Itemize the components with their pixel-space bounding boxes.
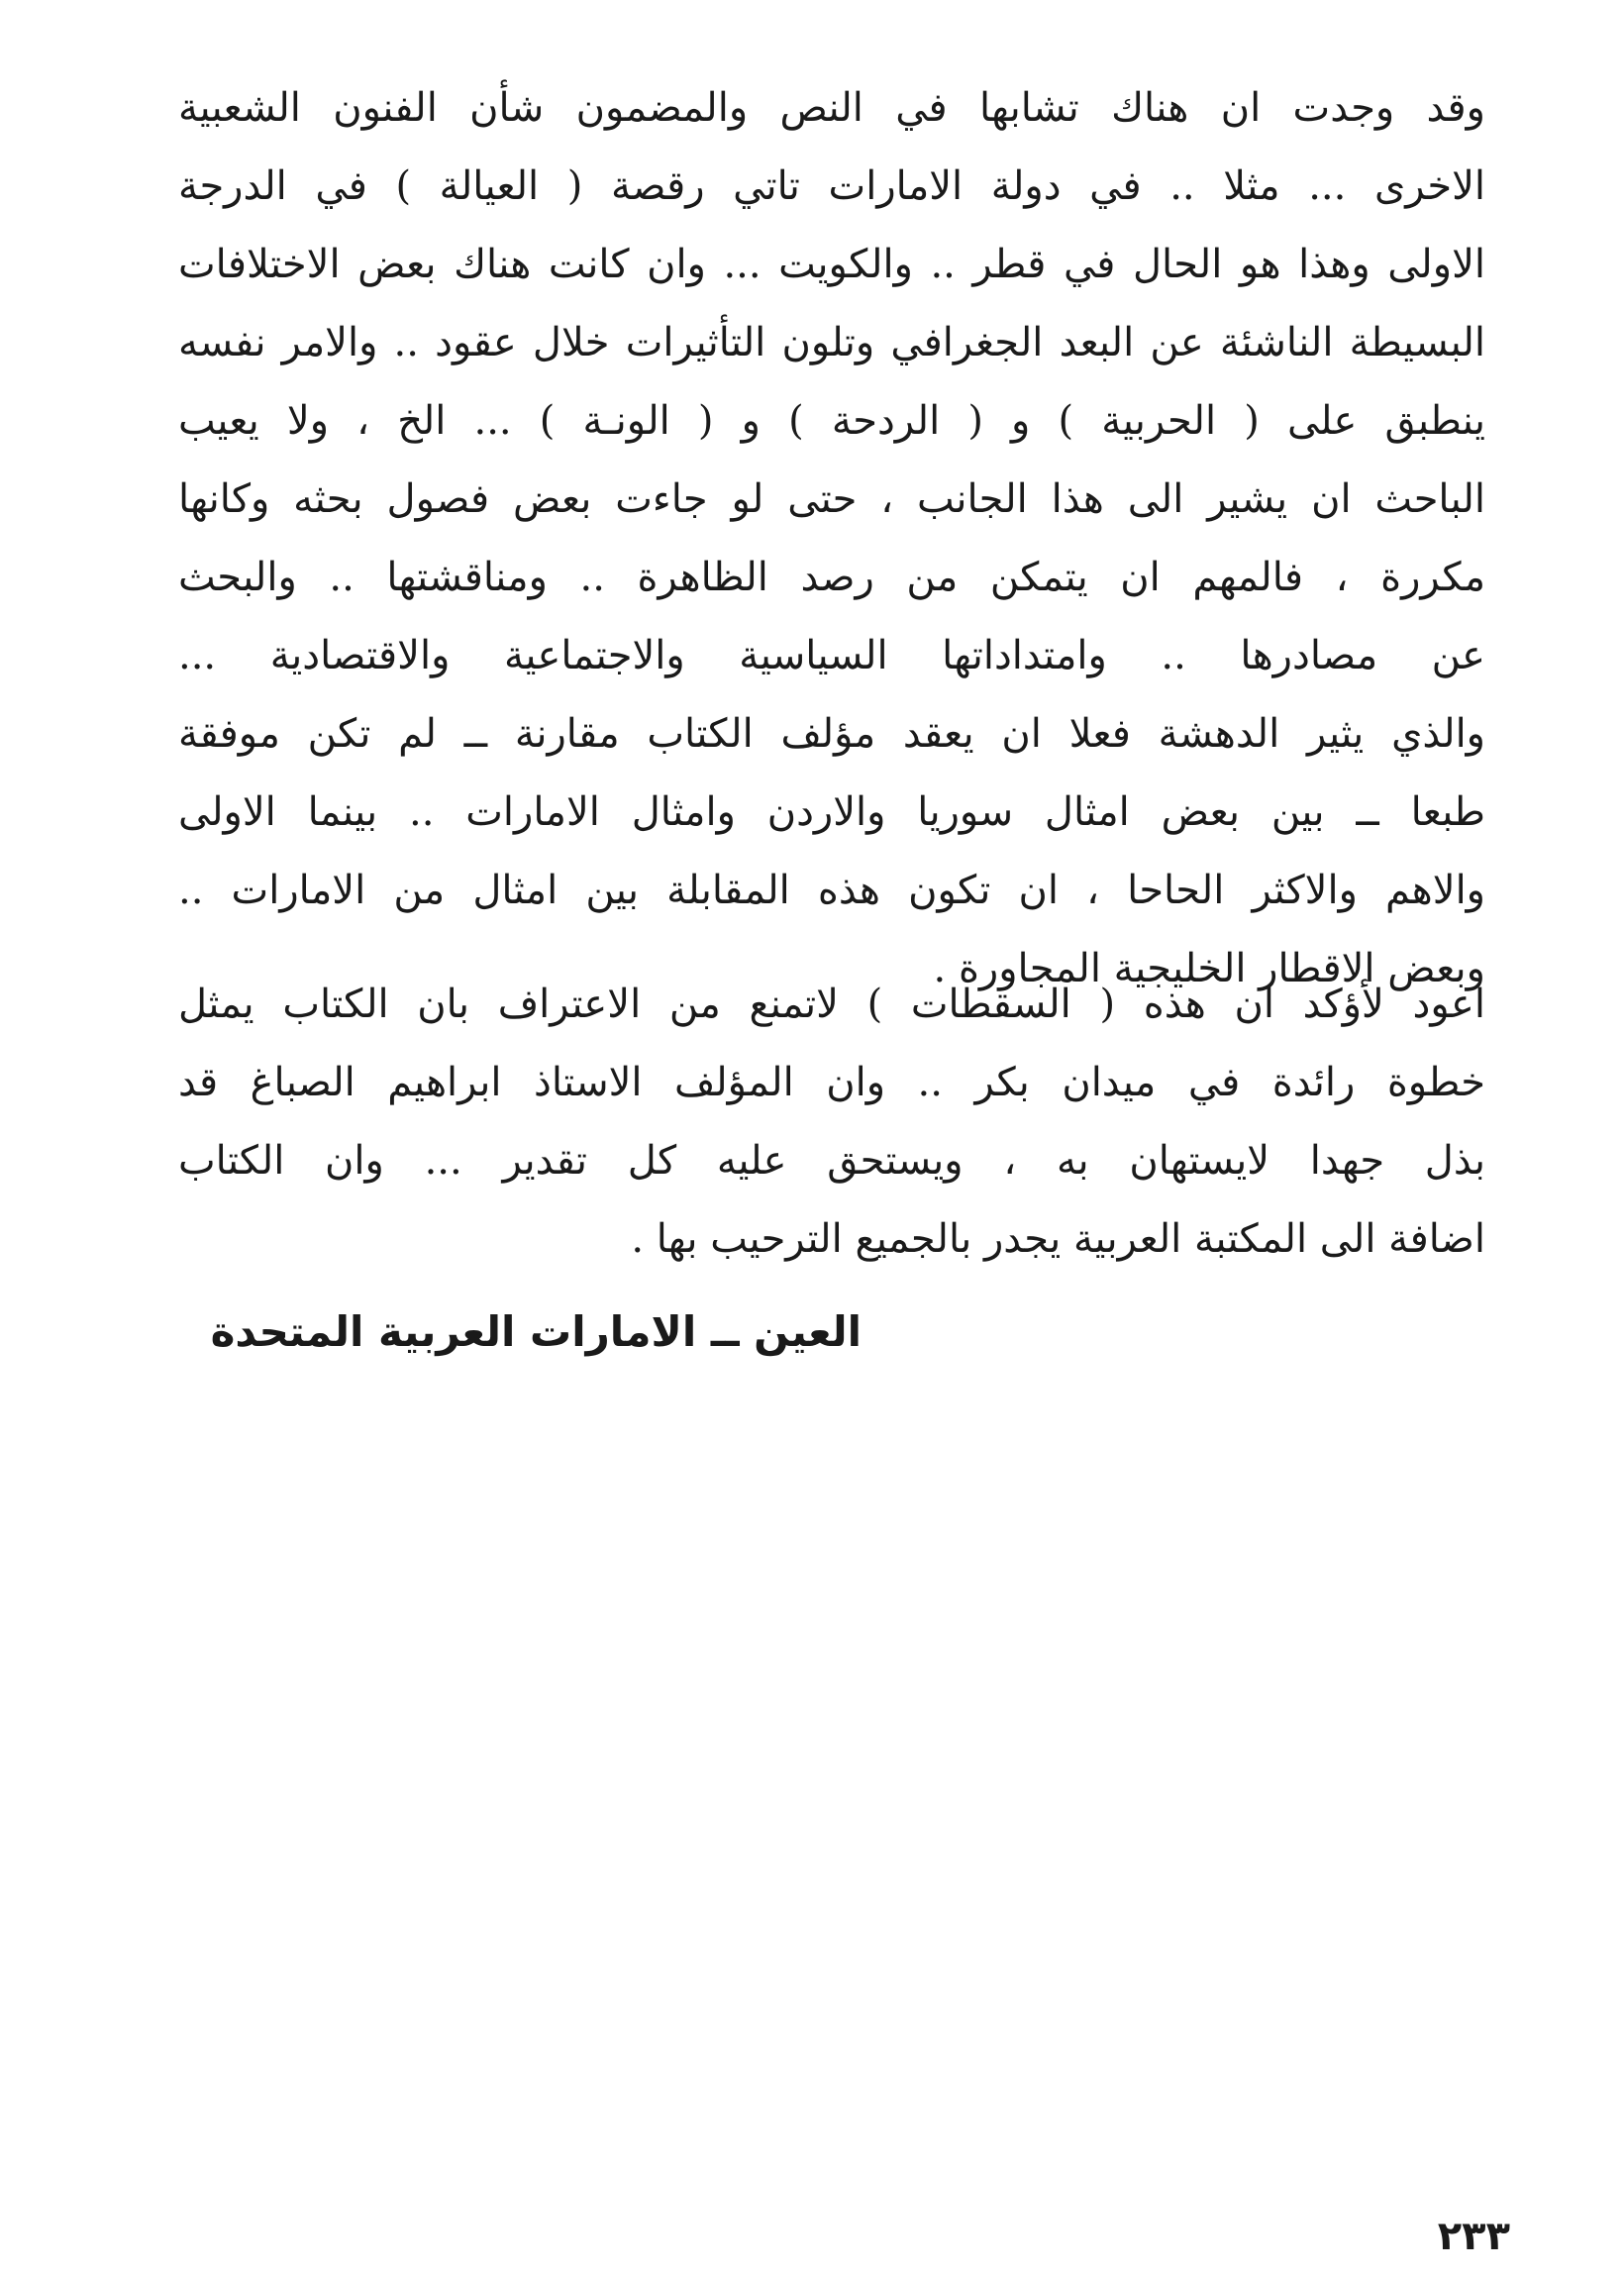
paragraph-line: اعود لأؤكد ان هذه ( السقطات ) لاتمنع من الاعتراف بان الكتاب يمثل xyxy=(178,982,1485,1027)
paragraph-line: الباحث ان يشير الى هذا الجانب ، حتى لو جاءت بعض فصول بحثه وكانها xyxy=(178,476,1485,522)
paragraph-line: الاخرى ... مثلا .. في دولة الامارات تاتي رقصة ( العيالة ) في الدرجة xyxy=(178,163,1485,209)
paragraph-line: البسيطة الناشئة عن البعد الجغرافي وتلون التأثيرات خلال عقود .. والامر نفسه xyxy=(178,320,1485,365)
paragraph-line: خطوة رائدة في ميدان بكر .. وان المؤلف الاستاذ ابراهيم الصباغ قد xyxy=(178,1060,1485,1105)
paragraph-line: والذي يثير الدهشة فعلا ان يعقد مؤلف الكتاب مقارنة ــ لم تكن موفقة xyxy=(178,711,1485,757)
place-signature-line: العين ــ الامارات العربية المتحدة xyxy=(210,1307,862,1356)
paragraph-1 xyxy=(178,69,1485,1008)
paragraph-2 xyxy=(178,966,1485,1279)
page-number: ٢٣٣ xyxy=(1437,2214,1510,2259)
paragraph-line: ينطبق على ( الحربية ) و ( الردحة ) و ( الونـة ) ... الخ ، ولا يعيب xyxy=(178,398,1485,444)
paragraph-line: وقد وجدت ان هناك تشابها في النص والمضمون شأن الفنون الشعبية xyxy=(178,85,1485,131)
paragraph-line: اضافة الى المكتبة العربية يجدر بالجميع الترحيب بها . xyxy=(631,1216,1485,1262)
paragraph-line: طبعا ــ بين بعض امثال سوريا والاردن وامثال الامارات .. بينما الاولى xyxy=(178,789,1485,835)
paragraph-line: عن مصادرها .. وامتداداتها السياسية والاجتماعية والاقتصادية ... xyxy=(178,633,1485,678)
paragraph-line: بذل جهدا لايستهان به ، ويستحق عليه كل تقدير ... وان الكتاب xyxy=(178,1138,1485,1184)
paragraph-line: مكررة ، فالمهم ان يتمكن من رصد الظاهرة .. ومناقشتها .. والبحث xyxy=(178,555,1485,600)
paragraph-line: الاولى وهذا هو الحال في قطر .. والكويت ... وان كانت هناك بعض الاختلافات xyxy=(178,242,1485,287)
paragraph-line: والاهم والاكثر الحاحا ، ان تكون هذه المقابلة بين امثال من الامارات .. xyxy=(178,868,1485,913)
paragraph-line: وبعض الاقطار الخليجية المجاورة . xyxy=(933,946,1485,991)
